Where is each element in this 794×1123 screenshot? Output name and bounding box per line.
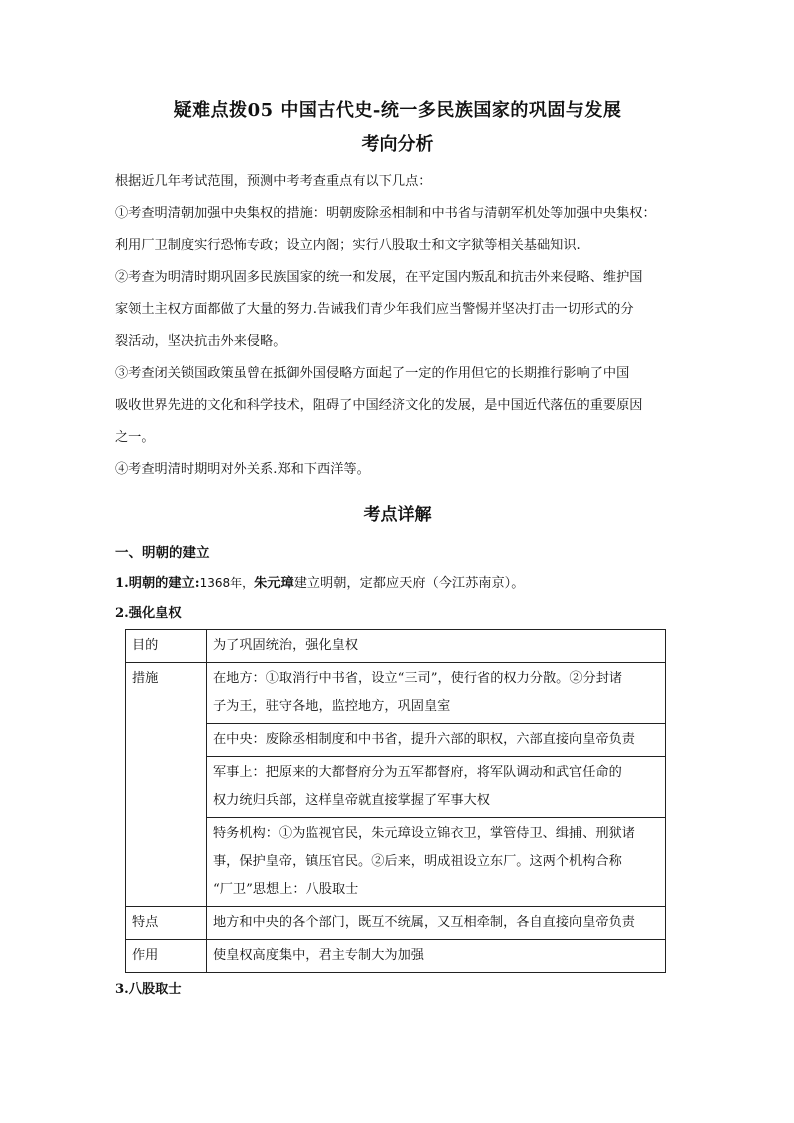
measure-local-line-2: 子为王，驻守各地，监控地方，巩固皇室 [213,699,451,714]
point-4-line-1: ④考查明清时期明对外关系.郑和下西洋等。 [115,462,370,477]
goal-label-cell: 目的 [126,630,207,663]
effect-label-cell: 作用 [126,940,207,973]
table-row [126,630,666,663]
point-2-line-2: 家领土主权方面都做了大量的努力.告诫我们青少年我们应当警惕并坚决打击一切形式的分 [115,302,634,317]
measure-military-line-1: 军事上：把原来的大都督府分为五军都督府，将军队调动和武官任命的 [213,765,622,780]
item-3-label: 3.八股取士 [115,982,182,997]
measure-secret-line-2: 事，保护皇帝，镇压官民。②后来，明成祖设立东厂。这两个机构合称 [213,854,622,869]
measure-secret-line-1: 特务机构：①为监视官民，朱元璋设立锦衣卫，掌管侍卫、缉捕、刑狱诸 [213,826,635,841]
heading-ming-founding: 一、明朝的建立 [115,545,210,561]
point-2 [115,262,680,358]
measure-military-cell [207,757,666,818]
point-3-line-3: 之一。 [115,430,155,445]
feature-text-cell: 地方和中央的各个部门，既互不统属，又互相牵制，各自直接向皇帝负责 [207,907,666,940]
power-table [125,629,666,973]
point-2-line-3: 裂活动，坚决抗击外来侵略。 [115,334,287,349]
analysis-heading: 考向分析 [361,134,434,155]
item-1-rest: 建立明朝，定都应天府（今江苏南京）。 [293,576,525,591]
table-row [126,663,666,724]
section-title: 考点详解 [363,505,432,525]
point-3 [115,358,680,454]
point-1-line-1: ①考查明清朝加强中央集权的措施：明朝废除丞相制和中书省与清朝军机处等加强中央集权： [115,206,656,221]
table-row [126,757,666,818]
table-row [126,940,666,973]
item-3 [115,975,680,1005]
measure-local-line-1: 在地方：①取消行中书省，设立“三司”，使行省的权力分散。②分封诸 [213,671,623,686]
point-1 [115,198,680,262]
table-row [126,907,666,940]
measure-secret-police-cell [207,818,666,907]
point-3-line-1: ③考查闭关锁国政策虽曾在抵御外国侵略方面起了一定的作用但它的长期推行影响了中国 [115,366,630,381]
measure-local-cell [207,663,666,724]
document-page [115,96,680,1005]
item-1 [115,568,680,599]
point-4 [115,454,680,486]
table-row [126,724,666,757]
effect-text-cell: 使皇权高度集中，君主专制大为加强 [207,940,666,973]
measure-secret-line-3: “厂卫”思想上：八股取士 [213,882,359,897]
goal-text-cell: 为了巩固统治，强化皇权 [207,630,666,663]
feature-label-cell: 特点 [126,907,207,940]
item-1-person: 朱元璋 [254,576,294,591]
item-1-year: 1368年， [199,576,255,590]
measure-central-cell: 在中央：废除丞相制度和中书省，提升六部的职权，六部直接向皇帝负责 [207,724,666,757]
table-row [126,818,666,907]
intro-paragraph: 根据近几年考试范围，预测中考考查重点有以下几点： [115,174,432,189]
measures-label-cell: 措施 [126,663,207,907]
point-2-line-1: ②考查为明清时期巩固多民族国家的统一和发展，在平定国内叛乱和抗击外来侵略、维护国 [115,270,643,285]
item-2-label: 2.强化皇权 [115,606,182,621]
point-3-line-2: 吸收世界先进的文化和科学技术，阻碍了中国经济文化的发展，是中国近代落伍的重要原因 [115,398,643,413]
item-2 [115,599,680,629]
item-1-label: 1.明朝的建立: [115,576,200,591]
measure-military-line-2: 权力统归兵部，这样皇帝就直接掌握了军事大权 [213,793,490,808]
document-title: 疑难点拨05 中国古代史-统一多民族国家的巩固与发展 [173,100,622,121]
point-1-line-2: 利用厂卫制度实行恐怖专政；设立内阁；实行八股取士和文字狱等相关基础知识. [115,238,581,253]
